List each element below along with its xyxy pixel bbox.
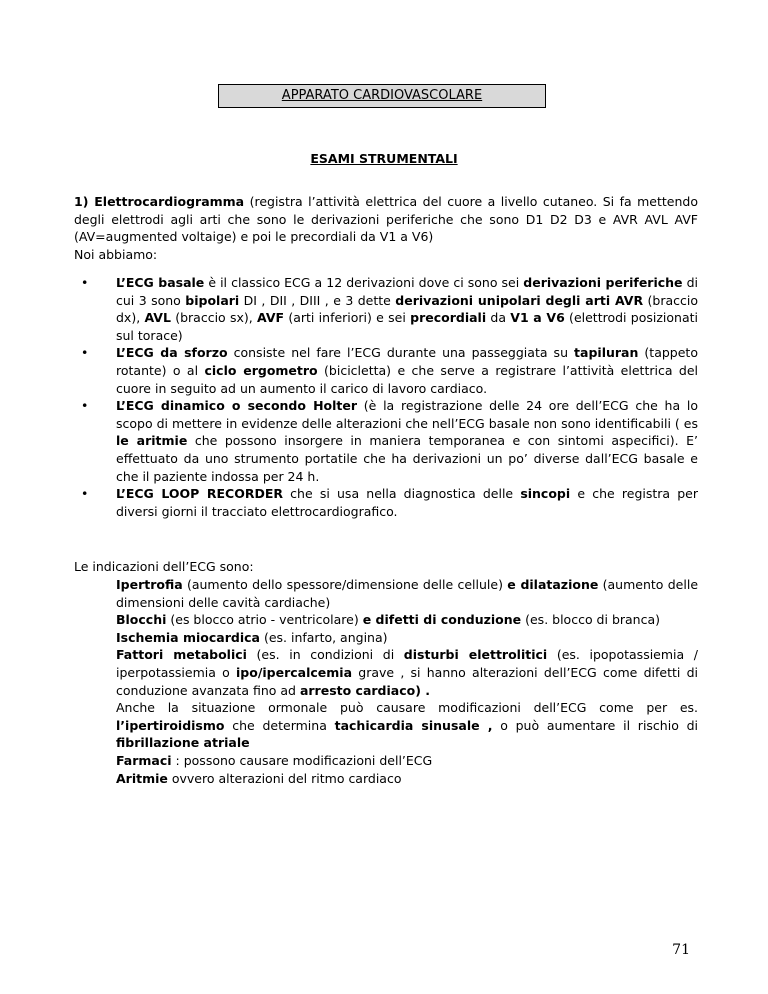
b2-t5: ciclo ergometro bbox=[204, 362, 318, 378]
indication-farmaci: Farmaci : possono causare modificazioni dell’ECG bbox=[116, 752, 433, 768]
intro-text: (registra l’attività elettrica del cuore a livello cutaneo. Si fa mettendo degli elettrodi agli arti che sono le derivazioni periferiche che sono D1 D2 D3 e AVR AVL AVF (AV=augmented voltaige) e poi le precordiali da V1 a V6) bbox=[74, 194, 698, 245]
b4-t4: e che registra per diversi giorni il tracciato elettrocardiografico. bbox=[116, 486, 699, 519]
list-item bbox=[74, 274, 698, 344]
indication-ormonale: Anche la situazione ormonale può causare modificazioni dell’ECG come per es. l’ipertiroidismo che determina tachicardia sinusale , o può aumentare il rischio di fibrillazione atriale bbox=[116, 700, 699, 751]
bullet-icon: • bbox=[81, 398, 89, 414]
page-number: 71 bbox=[672, 942, 690, 958]
b4-t1: L’ECG LOOP RECORDER bbox=[116, 486, 283, 502]
b2-t3: tapiluran bbox=[574, 345, 639, 361]
b2-t1: L’ECG da sforzo bbox=[116, 345, 228, 361]
b1-t2: è il classico ECG a 12 derivazioni dove ci sono sei bbox=[204, 275, 524, 290]
b4-t2: che si usa nella diagnostica delle bbox=[283, 486, 521, 502]
b1-t6: DI , DII , DIII , e 3 dette bbox=[239, 292, 396, 308]
b1-t8: (braccio dx), bbox=[116, 292, 698, 326]
indication-fattori-metabolici: Fattori metabolici (es. in condizioni di disturbi elettrolitici (es. ipopotassiemia / iperpotassiemia o ipo/ipercalcemia grave , si hanno alterazioni dell’ECG come difetti di conduzione avanzata fino ad arresto cardiaco) . bbox=[116, 647, 699, 698]
ecg-types-list bbox=[74, 274, 698, 520]
section-subtitle-text: ESAMI STRUMENTALI bbox=[310, 151, 458, 166]
b1-t1: L’ECG basale bbox=[116, 275, 205, 290]
b3-t3: le aritmie bbox=[116, 433, 188, 449]
b1-t9: AVL bbox=[144, 310, 171, 326]
b1-t13: precordiali bbox=[410, 310, 487, 326]
b3-t4: che possono insorgere in maniera temporanea e con sintomi aspecifici). E’ effettuato da uno strumento portatile che ha derivazioni un po’ diverse dall’ECG basale e che il paziente indossa per 24 h. bbox=[116, 433, 698, 484]
page-title: APPARATO CARDIOVASCOLARE bbox=[281, 88, 483, 103]
intro-noi: Noi abbiamo: bbox=[74, 246, 158, 262]
page-title-box bbox=[218, 84, 546, 108]
b1-t14: da bbox=[486, 310, 511, 326]
b1-t7: derivazioni unipolari degli arti AVR bbox=[395, 292, 644, 308]
b1-t10: (braccio sx), bbox=[170, 310, 258, 326]
indication-ischemia: Ischemia miocardica (es. infarto, angina) bbox=[116, 629, 388, 645]
indications-heading: Le indicazioni dell’ECG sono: bbox=[74, 559, 254, 574]
b4-t3: sincopi bbox=[520, 486, 571, 502]
bullet-icon: • bbox=[81, 345, 89, 361]
indication-aritmie: Aritmie ovvero alterazioni del ritmo cardiaco bbox=[116, 770, 402, 786]
b1-t12: (arti inferiori) e sei bbox=[284, 310, 411, 326]
b3-t1: L’ECG dinamico o secondo Holter bbox=[116, 398, 358, 414]
list-item bbox=[74, 397, 698, 485]
intro-heading: 1) Elettrocardiogramma bbox=[74, 194, 245, 209]
list-item bbox=[74, 344, 698, 397]
indications-list bbox=[116, 576, 698, 787]
indication-blocchi: Blocchi (es blocco atrio - ventricolare) e difetti di conduzione (es. blocco di branca) bbox=[116, 612, 661, 628]
list-item bbox=[74, 485, 698, 520]
bullet-icon: • bbox=[81, 486, 89, 502]
b1-t4: di cui 3 sono bbox=[116, 275, 698, 308]
b1-t3: derivazioni periferiche bbox=[523, 275, 683, 290]
b1-t11: AVF bbox=[257, 310, 285, 326]
bullet-icon: • bbox=[81, 275, 89, 290]
b1-t15: V1 a V6 bbox=[510, 310, 565, 326]
indication-ipertrofia: Ipertrofia (aumento dello spessore/dimensione delle cellule) e dilatazione (aumento delle dimensioni delle cavità cardiache) bbox=[116, 577, 699, 610]
b2-t2: consiste nel fare l’ECG durante una passeggiata su bbox=[227, 345, 575, 361]
b3-t2: (è la registrazione delle 24 ore dell’ECG che ha lo scopo di mettere in evidenze delle alterazioni che nell’ECG basale non sono identificabili ( es bbox=[116, 398, 698, 431]
b2-t6: (bicicletta) e che serve a registrare l’attività elettrica del cuore in seguito ad un aumento il carico di lavoro cardiaco. bbox=[116, 362, 698, 396]
b1-t5: bipolari bbox=[185, 292, 240, 308]
intro-paragraph bbox=[74, 193, 698, 263]
section-subtitle bbox=[0, 151, 768, 166]
b2-t4: (tappeto rotante) o al bbox=[116, 345, 698, 378]
b1-t16: (elettrodi posizionati sul torace) bbox=[116, 310, 698, 343]
